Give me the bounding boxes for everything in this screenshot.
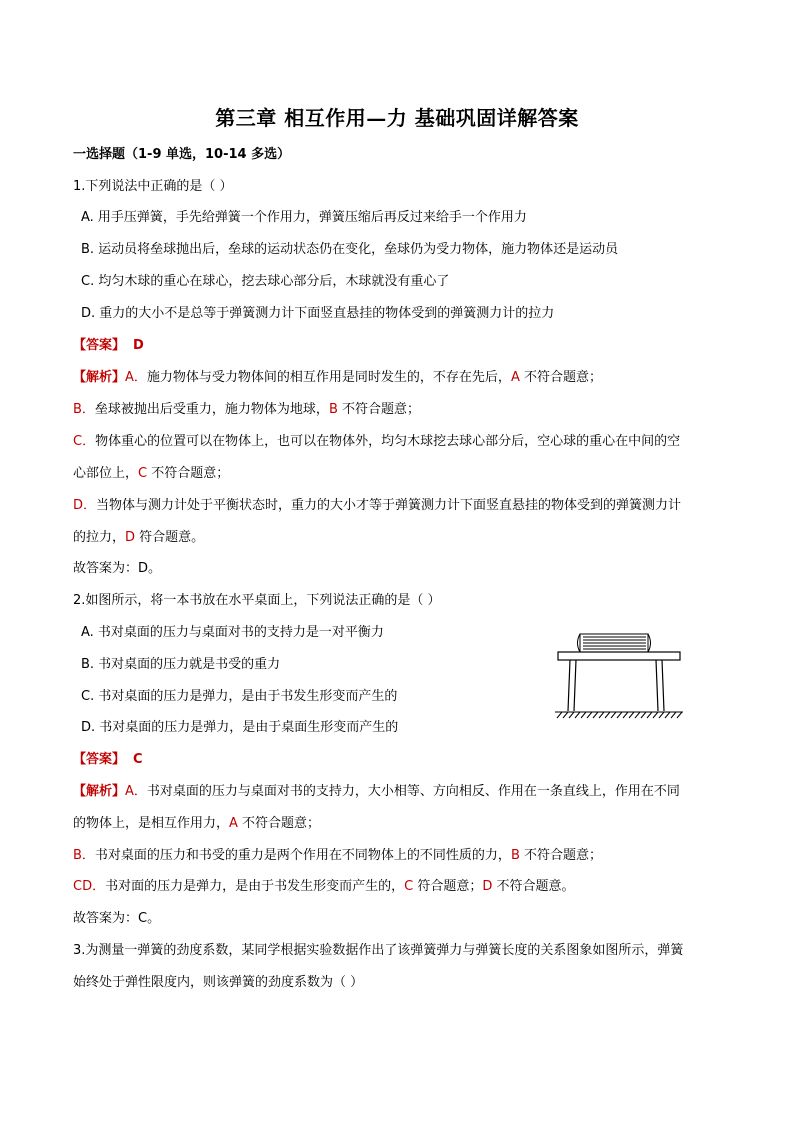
- q1-option-d: D. 重力的大小不是总等于弹簧测力计下面竖直悬挂的物体受到的弹簧测力计的拉力: [81, 306, 555, 321]
- q1-analysis-line-1: 【解析】A．施力物体与受力物体间的相互作用是同时发生的，不存在先后，A 不符合题意；: [73, 370, 602, 385]
- q1-analysis-line-5: D．当物体与测力计处于平衡状态时，重力的大小才等于弹簧测力计下面竖直悬挂的物体受到的弹簧测力计: [73, 498, 682, 513]
- table-icon: [558, 652, 680, 711]
- q2-analysis-line-2: 的物体上，是相互作用力，A 不符合题意；: [73, 816, 321, 831]
- q2-option-b: B. 书对桌面的压力就是书受的重力: [81, 657, 281, 672]
- document-title: 第三章 相互作用—力 基础巩固详解答案: [215, 106, 579, 130]
- q2-analysis-line-4: CD．书对面的压力是弹力，是由于书发生形变而产生的，C 符合题意；D 不符合题意。: [73, 879, 575, 894]
- q1-analysis-line-3: C．物体重心的位置可以在物体上，也可以在物体外，均匀木球挖去球心部分后，空心球的重心在中间的空: [73, 434, 681, 449]
- q2-answer-tag: 【答案】: [73, 752, 126, 767]
- book-on-table-figure: [553, 618, 685, 720]
- q1-analysis-line-4: 心部位上，C 不符合题意；: [73, 466, 230, 481]
- q1-analysis-tag: 【解析】: [73, 370, 126, 385]
- q2-answer: [73, 751, 143, 769]
- q1-option-a: A. 用手压弹簧，手先给弹簧一个作用力，弹簧压缩后再反过来给手一个作用力: [81, 210, 527, 225]
- q2-option-d: D. 书对桌面的压力是弹力，是由于桌面生形变而产生的: [81, 720, 399, 735]
- q1-analysis-line-6: 的拉力，D 符合题意。: [73, 530, 205, 545]
- section-heading: 一选择题（1-9 单选，10-14 多选）: [73, 147, 291, 162]
- q3-stem-line-1: 3.为测量一弹簧的劲度系数，某同学根据实验数据作出了该弹簧弹力与弹簧长度的关系图象如图所示，弹簧: [73, 943, 684, 958]
- q1-option-c: C. 均匀木球的重心在球心，挖去球心部分后，木球就没有重心了: [81, 274, 450, 289]
- book-icon: [578, 634, 651, 652]
- q1-answer-tag: 【答案】: [73, 338, 126, 353]
- q1-answer: [73, 337, 144, 355]
- q2-option-a: A. 书对桌面的压力与桌面对书的支持力是一对平衡力: [81, 625, 384, 640]
- q1-stem: 1.下列说法中正确的是（ ）: [73, 179, 233, 194]
- q1-conclusion: 故答案为：D。: [73, 561, 162, 576]
- q1-analysis-line-2: B．垒球被抛出后受重力，施力物体为地球，B 不符合题意；: [73, 402, 420, 417]
- q3-stem-line-2: 始终处于弹性限度内，则该弹簧的劲度系数为（ ）: [73, 975, 364, 990]
- q2-answer-value: C: [133, 752, 143, 767]
- q2-analysis-tag: 【解析】: [73, 784, 126, 799]
- q1-answer-value: D: [133, 338, 144, 353]
- q2-analysis-line-3: B．书对桌面的压力和书受的重力是两个作用在不同物体上的不同性质的力，B 不符合题意；: [73, 848, 602, 863]
- q2-option-c: C. 书对桌面的压力是弹力，是由于书发生形变而产生的: [81, 689, 398, 704]
- q2-stem: 2.如图所示，将一本书放在水平桌面上，下列说法正确的是（ ）: [73, 593, 441, 608]
- q1-option-b: B. 运动员将垒球抛出后，垒球的运动状态仍在变化，垒球仍为受力物体，施力物体还是运动员: [81, 242, 619, 257]
- q2-analysis-line-1: 【解析】A．书对桌面的压力与桌面对书的支持力，大小相等、方向相反、作用在一条直线上，作用在不同: [73, 784, 680, 799]
- ground-icon: [555, 712, 683, 718]
- q2-conclusion: 故答案为：C。: [73, 911, 161, 926]
